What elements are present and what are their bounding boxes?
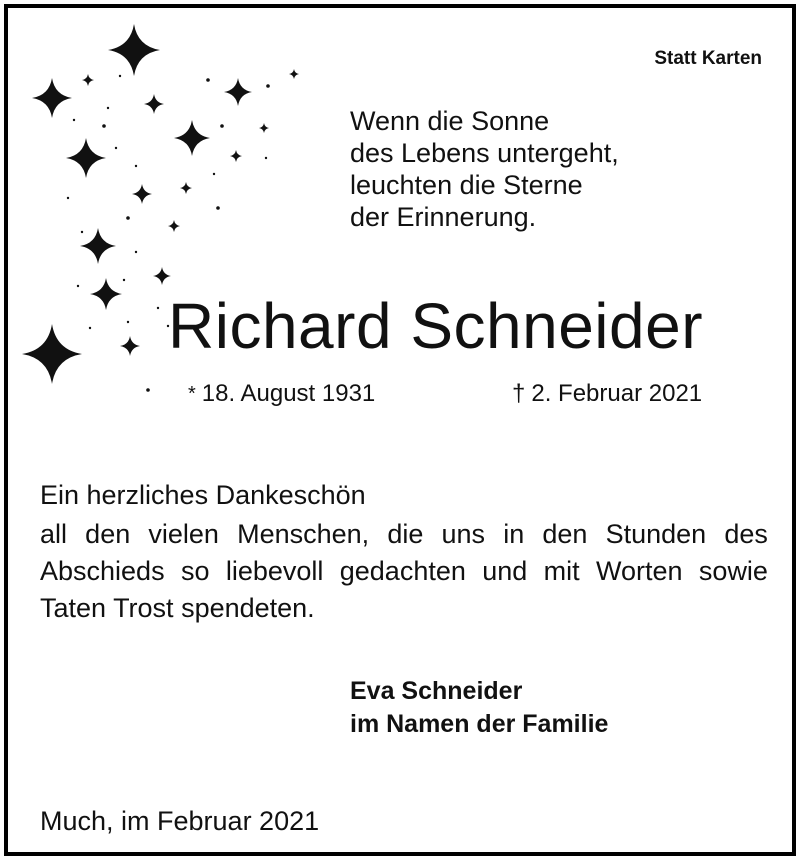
word: all <box>40 519 68 549</box>
birth-info <box>188 380 375 408</box>
star-dot-icon <box>135 251 137 253</box>
word: mit <box>543 556 580 586</box>
birth-date: 18. August 1931 <box>201 380 376 407</box>
star-dot-icon <box>81 231 83 233</box>
star-dot-icon <box>73 119 75 121</box>
sparkle-star-icon <box>66 138 106 178</box>
sparkle-star-icon <box>153 267 171 285</box>
sparkle-star-icon <box>108 24 160 76</box>
star-dot-icon <box>126 216 130 220</box>
thanks-line: Taten Trost spendeten. <box>40 593 315 623</box>
thanks-heading: Ein herzliches Dankeschön <box>40 480 366 510</box>
signature <box>350 675 608 741</box>
star-dot-icon <box>206 78 210 82</box>
star-dot-icon <box>119 75 121 77</box>
notice-label: Statt Karten <box>654 48 762 69</box>
word: gedachten <box>339 556 466 586</box>
word: in <box>503 519 525 549</box>
word: vielen <box>148 519 219 549</box>
obituary-card <box>4 4 796 856</box>
sparkle-star-icon <box>82 74 94 86</box>
deceased-name: Richard Schneider <box>168 290 703 362</box>
star-dot-icon <box>157 307 159 309</box>
sparkle-star-icon <box>174 120 210 156</box>
death-info <box>512 380 702 408</box>
signature-name: Eva Schneider <box>350 677 523 705</box>
star-dot-icon <box>216 206 220 210</box>
word: die <box>387 519 424 549</box>
word: Abschieds <box>40 556 165 586</box>
signature-note: im Namen der Familie <box>350 710 609 738</box>
star-dot-icon <box>266 84 270 88</box>
death-symbol: † <box>512 380 526 407</box>
sparkle-star-icon <box>180 182 192 194</box>
star-dot-icon <box>146 388 150 392</box>
star-dot-icon <box>135 165 137 167</box>
word: Worten <box>596 556 683 586</box>
poem-line: Wenn die Sonne <box>350 106 550 136</box>
sparkle-star-icon <box>259 123 269 133</box>
word: und <box>482 556 528 586</box>
sparkle-star-icon <box>168 220 180 232</box>
star-dot-icon <box>77 285 79 287</box>
death-date: 2. Februar 2021 <box>531 380 703 407</box>
word: des <box>724 519 768 549</box>
thanks-line-justified <box>40 553 768 590</box>
poem-line: der Erinnerung. <box>350 202 537 232</box>
sparkle-star-icon <box>144 94 164 114</box>
sparkle-star-icon <box>224 78 252 106</box>
star-dot-icon <box>107 107 109 109</box>
word: sowie <box>698 556 768 586</box>
word: den <box>542 519 588 549</box>
star-dot-icon <box>127 321 129 323</box>
star-dot-icon <box>220 124 224 128</box>
sparkle-star-icon <box>32 78 72 118</box>
place-date: Much, im Februar 2021 <box>40 806 320 836</box>
word: Stunden <box>605 519 707 549</box>
word: den <box>85 519 131 549</box>
birth-symbol: * <box>188 383 196 405</box>
sparkle-star-icon <box>120 336 140 356</box>
sparkle-star-icon <box>80 228 116 264</box>
word: Menschen, <box>237 519 370 549</box>
thanks-line-justified <box>40 516 768 553</box>
star-dot-icon <box>67 197 69 199</box>
sparkle-star-icon <box>22 324 82 384</box>
sparkle-star-icon <box>132 184 152 204</box>
word: uns <box>441 519 486 549</box>
star-dot-icon <box>89 327 91 329</box>
star-dot-icon <box>115 147 117 149</box>
star-dot-icon <box>213 173 215 175</box>
star-dot-icon <box>102 124 106 128</box>
star-dot-icon <box>123 279 125 281</box>
poem-line: leuchten die Sterne <box>350 170 583 200</box>
poem <box>350 105 619 233</box>
sparkle-star-icon <box>230 150 242 162</box>
word: so <box>180 556 210 586</box>
star-dot-icon <box>265 157 267 159</box>
poem-line: des Lebens untergeht, <box>350 138 619 168</box>
word: liebevoll <box>225 556 324 586</box>
thanks-text <box>40 516 768 627</box>
sparkle-star-icon <box>90 278 122 310</box>
sparkle-star-icon <box>289 69 299 79</box>
